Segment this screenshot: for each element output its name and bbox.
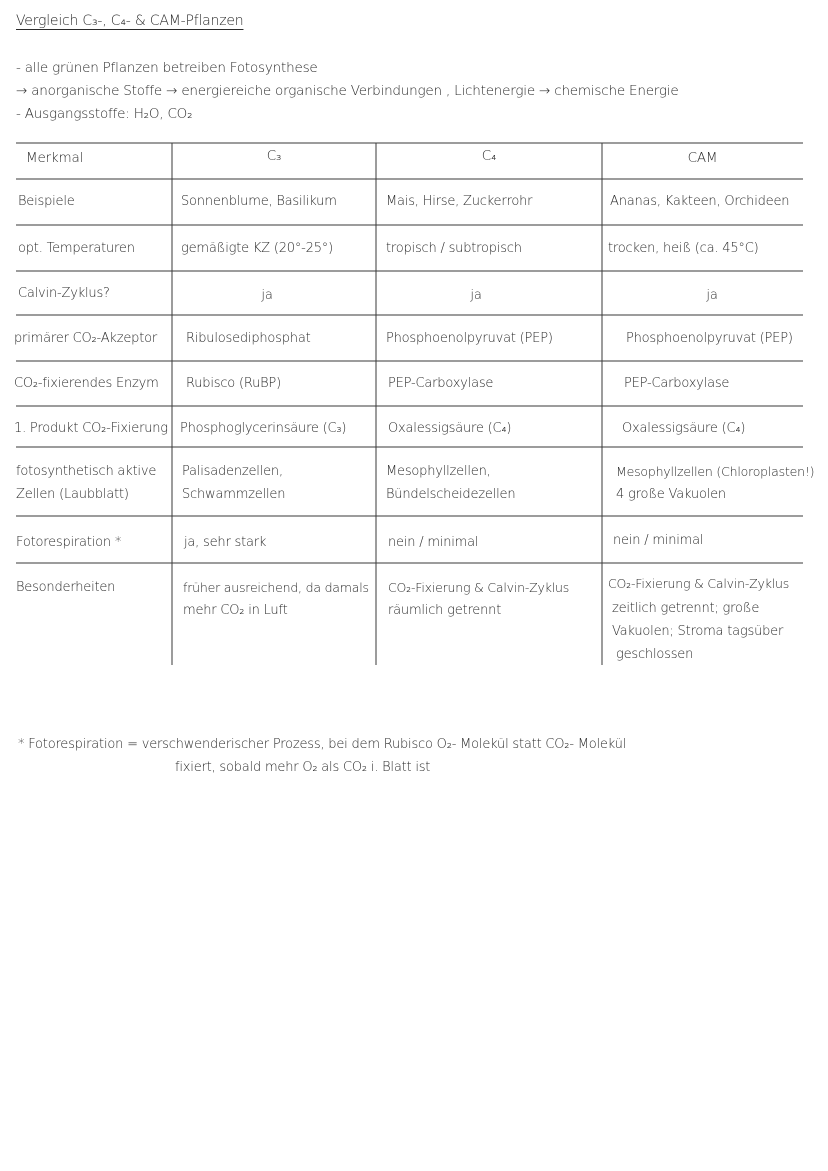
- header-cam: CAM: [687, 150, 718, 166]
- intro-line-1: - alle grünen Pflanzen betreiben Fotosynthese: [16, 60, 318, 76]
- cell-cam: CO₂-Fixierung & Calvin-Zyklus: [608, 576, 790, 591]
- cell-cam: Ananas, Kakteen, Orchideen: [610, 194, 790, 209]
- cell-c4: Oxalessigsäure (C₄): [388, 421, 512, 436]
- header-c4: C₄: [481, 148, 497, 164]
- cell-c3: Schwammzellen: [182, 487, 286, 502]
- row-label: Beispiele: [18, 194, 75, 209]
- cell-cam: Mesophyllzellen (Chloroplasten!): [616, 464, 815, 479]
- cell-c3: Rubisco (RuBP): [186, 376, 281, 391]
- intro-line-2: → anorganische Stoffe → energiereiche organische Verbindungen , Lichtenergie → chemische Energie: [16, 83, 679, 99]
- cell-c3: ja: [261, 288, 273, 303]
- row-label: Fotorespiration *: [16, 535, 122, 550]
- cell-cam: Phosphoenolpyruvat (PEP): [626, 331, 793, 346]
- row-label: fotosynthetisch aktive: [16, 464, 157, 479]
- cell-c3: Sonnenblume, Basilikum: [181, 194, 337, 209]
- row-label: CO₂-fixierendes Enzym: [14, 376, 159, 391]
- cell-c3: mehr CO₂ in Luft: [183, 603, 288, 618]
- footnote-line-1: * Fotorespiration = verschwenderischer Prozess, bei dem Rubisco O₂- Molekül statt CO₂- Molekül: [18, 737, 627, 752]
- cell-c4: Mais, Hirse, Zuckerrohr: [386, 194, 533, 209]
- cell-c3: Ribulosediphosphat: [186, 331, 311, 346]
- cell-c3: Palisadenzellen,: [182, 464, 283, 479]
- row-label: 1. Produkt CO₂-Fixierung: [14, 421, 168, 436]
- cell-c4: PEP-Carboxylase: [388, 376, 494, 391]
- cell-c3: gemäßigte KZ (20°-25°): [181, 241, 333, 256]
- cell-c4: Bündelscheidezellen: [386, 487, 516, 502]
- cell-c4: räumlich getrennt: [388, 603, 502, 618]
- page-title: Vergleich C₃-, C₄- & CAM-Pflanzen: [16, 13, 244, 29]
- cell-cam: zeitlich getrennt; große: [612, 601, 760, 616]
- cell-cam: geschlossen: [616, 647, 694, 662]
- header-merkmal: Merkmal: [26, 150, 84, 166]
- row-label: primärer CO₂-Akzeptor: [14, 331, 157, 346]
- cell-cam: 4 große Vakuolen: [616, 487, 726, 502]
- cell-c4: nein / minimal: [388, 535, 479, 550]
- cell-c4: ja: [470, 288, 482, 303]
- row-label: opt. Temperaturen: [18, 241, 135, 256]
- cell-cam: PEP-Carboxylase: [624, 376, 730, 391]
- cell-c4: CO₂-Fixierung & Calvin-Zyklus: [388, 580, 570, 595]
- cell-c4: tropisch / subtropisch: [386, 241, 522, 256]
- cell-c3: früher ausreichend, da damals: [183, 580, 369, 595]
- row-label: Besonderheiten: [16, 580, 116, 595]
- cell-cam: trocken, heiß (ca. 45°C): [608, 241, 759, 256]
- cell-cam: Oxalessigsäure (C₄): [622, 421, 746, 436]
- footnote-line-2: fixiert, sobald mehr O₂ als CO₂ i. Blatt ist: [175, 760, 431, 775]
- header-c3: C₃: [266, 148, 282, 164]
- cell-cam: ja: [706, 288, 718, 303]
- cell-cam: Vakuolen; Stroma tagsüber: [612, 624, 784, 639]
- cell-cam: nein / minimal: [613, 533, 704, 548]
- row-label: Calvin-Zyklus?: [18, 286, 110, 301]
- cell-c4: Phosphoenolpyruvat (PEP): [386, 331, 553, 346]
- intro-line-3: - Ausgangsstoffe: H₂O, CO₂: [16, 106, 193, 122]
- row-label: Zellen (Laubblatt): [16, 487, 129, 502]
- cell-c3: ja, sehr stark: [184, 535, 267, 550]
- cell-c3: Phosphoglycerinsäure (C₃): [180, 421, 347, 436]
- cell-c4: Mesophyllzellen,: [386, 464, 491, 479]
